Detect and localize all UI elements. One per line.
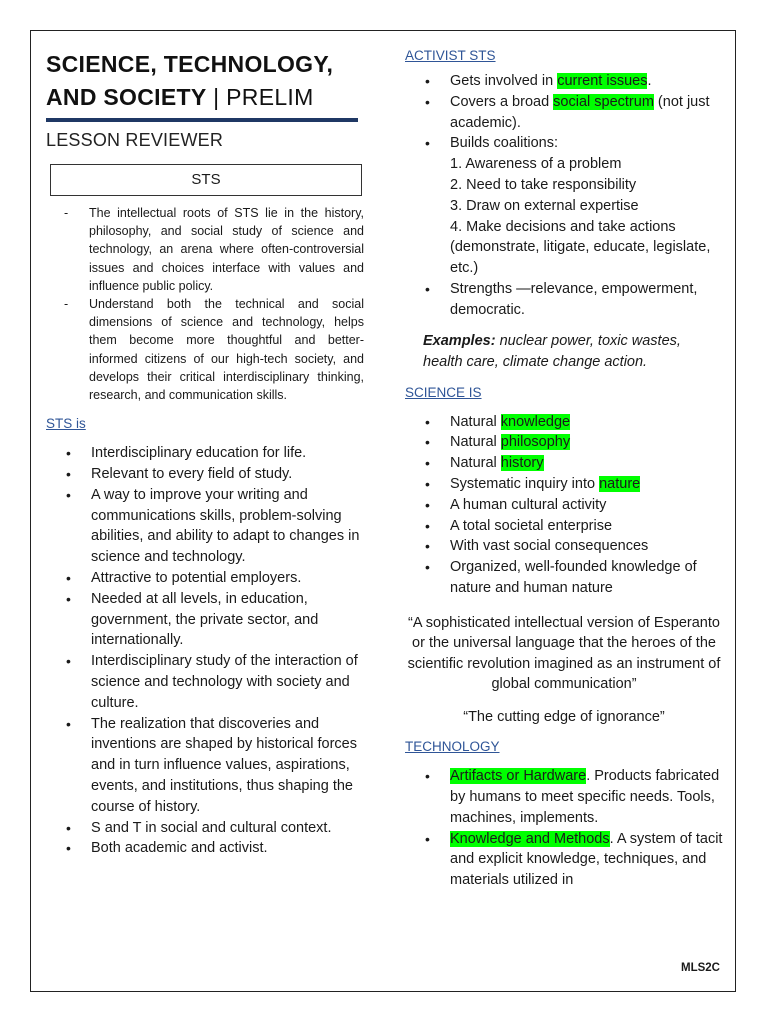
item-text: . A system of tacit and explicit knowledge, techniques, and materials utilized in [450,830,723,889]
title-line-1: SCIENCE, TECHNOLOGY, [46,51,334,77]
page-title [46,48,364,114]
list-item: • S and T in social and cultural context. [46,818,364,839]
sts-is-heading: STS is [46,416,86,432]
science-quote: “A sophisticated intellectual version of Esperanto or the universal language that the heroes of the scientific revolution imagined as an instrument of global communication” [407,614,721,693]
coalition-step: 3. Draw on external expertise [450,197,639,214]
examples-paragraph [423,331,723,373]
highlight: philosophy [500,434,571,451]
science-is-list [405,412,723,599]
activist-list [405,71,723,321]
item-text: Covers a broad [450,93,554,110]
list-item: • A way to improve your writing and communications skills, problem-solving abilities, and ability to adapt to changes in science and technology. [46,485,364,568]
list-item: • Needed at all levels, in education, government, the private sector, and internationally. [46,589,364,651]
item-text: . Products fabricated by humans to meet specific needs. Tools, machines, implements. [450,768,720,826]
list-item [405,412,723,433]
item-text: Natural [450,455,501,472]
list-item: • Strengths —relevance, empowerment, democratic. [405,279,723,321]
list-item [405,474,723,495]
left-column [46,48,364,859]
title-rule [46,118,358,122]
intro-list [58,204,364,404]
highlight: history [500,455,544,472]
list-item [405,766,723,828]
list-item [405,453,723,474]
list-item [405,829,723,891]
list-item: • A human cultural activity [405,495,723,516]
intro-item: - Understand both the technical and social dimensions of science and technology, helps them become more thoughtful and better-informed citizens of our high-tech society, and develops their critical interdisciplinary thinking, research, and communication skills. [58,295,364,404]
highlight: social spectrum [553,93,654,110]
list-item: • A total societal enterprise [405,516,723,537]
subtitle: LESSON REVIEWER [46,130,224,150]
examples-text: nuclear power, toxic wastes, health care, climate change action. [423,332,681,370]
title-prelim: PRELIM [226,84,314,110]
list-item: • Both academic and activist. [46,838,364,859]
highlight: nature [599,475,641,492]
item-text: Gets involved in [450,73,558,89]
science-is-heading: SCIENCE IS [405,384,482,400]
list-item: • Organized, well-founded knowledge of nature and human nature [405,557,723,599]
coalition-step: 1. Awareness of a problem [450,156,622,173]
item-text: Natural [450,413,501,430]
list-item: • Interdisciplinary education for life. [46,443,364,464]
list-item [405,92,723,134]
title-bold-part: AND SOCIETY [46,84,207,110]
sts-is-list [46,443,364,859]
title-separator: | [206,84,227,110]
technology-list [405,766,723,891]
item-text: (not just academic). [450,93,710,131]
technology-heading: TECHNOLOGY [405,739,500,755]
intro-item: - The intellectual roots of STS lie in the history, philosophy, and social study of science and technology, an arena where often-controversial issues and choices interface with values and influence public policy. [58,204,364,295]
list-item: • Interdisciplinary study of the interaction of science and technology with society and culture. [46,651,364,713]
item-text: Natural [450,434,501,451]
examples-label: Examples: [423,332,496,349]
list-item: • Relevant to every field of study. [46,464,364,485]
sts-box: STS [50,164,362,196]
item-text: . [647,73,652,89]
footer-code: MLS2C [681,962,720,974]
list-item [405,432,723,453]
list-item [405,133,723,279]
list-item: • Attractive to potential employers. [46,568,364,589]
list-item: • With vast social consequences [405,536,723,557]
list-item: • The realization that discoveries and inventions are shaped by historical forces and in turn influence values, aspirations, events, and institutions, thus shaping the course of history. [46,714,364,818]
item-text: Systematic inquiry into [450,475,600,492]
right-column [405,48,723,891]
highlight: Artifacts or Hardware [450,768,587,785]
activist-sts-heading: ACTIVIST STS [405,48,496,63]
list-item [405,71,723,92]
item-text: • Builds coalitions: [450,135,558,152]
coalition-step: 4. Make decisions and take actions (demonstrate, litigate, educate, legislate, etc.) [450,218,711,277]
highlight: Knowledge and Methods [450,830,610,847]
coalition-step: 2. Need to take responsibility [450,176,637,193]
highlight: current issues [557,73,648,89]
ignorance-quote: “The cutting edge of ignorance” [463,708,665,725]
highlight: knowledge [500,413,571,430]
title-line-2 [46,81,364,114]
